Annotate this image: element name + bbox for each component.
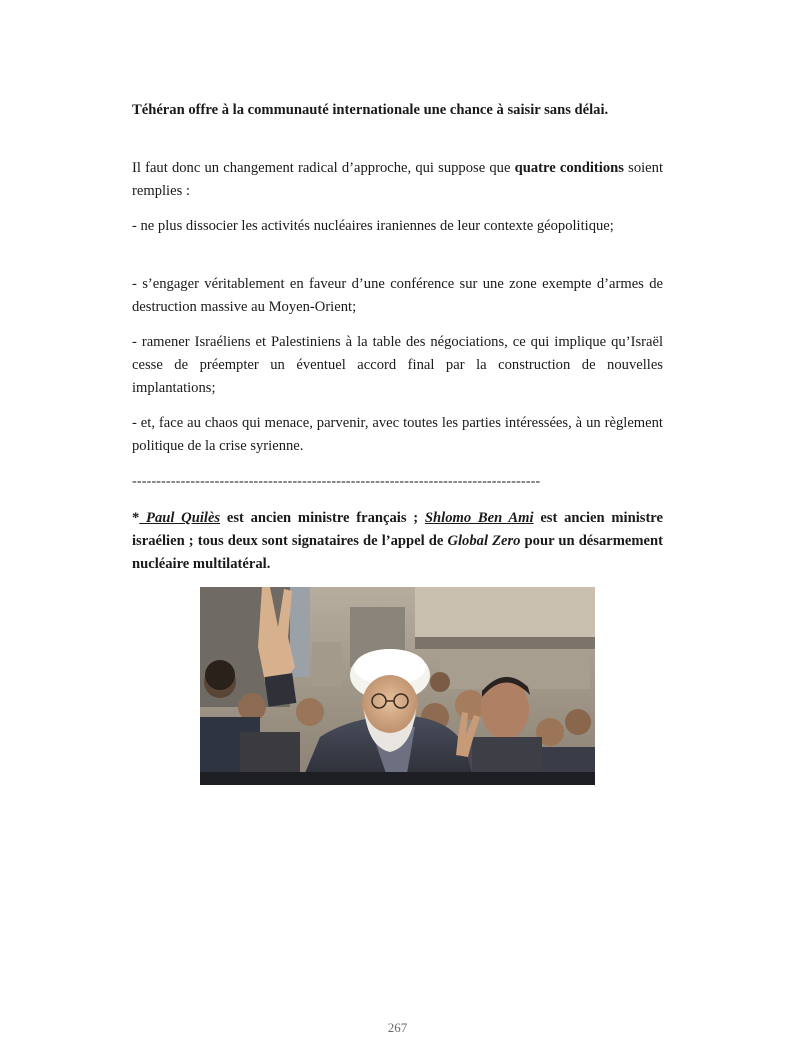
footnote-text-3: pour un désarmement nucléaire multilatéral. [132, 533, 663, 572]
author-name-2: Shlomo Ben Ami [424, 510, 534, 526]
list-item-condition-4 [132, 412, 663, 458]
author-name-1: Paul Quilès [139, 510, 221, 526]
conditions-text-after: soient remplies : [132, 160, 663, 199]
footnote-text-2: est ancien ministre israélien ; tous deux sont signataires de l’appel de [132, 510, 663, 549]
condition-1-text: - ne plus dissocier les activités nucléaires iraniennes de leur contexte géopolitique; [132, 218, 614, 234]
conditions-bold: quatre conditions [514, 160, 624, 176]
list-item-condition-2 [132, 273, 663, 319]
paragraph-intro [132, 99, 663, 122]
footnote-asterisk: * [132, 510, 140, 526]
conditions-text-before: Il faut donc un changement radical d’approche, qui suppose que [132, 160, 515, 176]
separator-line: ------------------------------------------------------------------------------------ [132, 474, 541, 489]
condition-3-text: - ramener Israéliens et Palestiniens à la table des négociations, ce qui implique qu’Israël cesse de préempter un éventuel accord final par la construction de nouvelles implantations; [132, 334, 663, 396]
organization-name: Global Zero [447, 533, 521, 549]
condition-4-text: - et, face au chaos qui menace, parvenir, avec toutes les parties intéressées, à un règlement politique de la crise syrienne. [132, 415, 663, 454]
condition-2-text: - s’engager véritablement en faveur d’une conférence sur une zone exempte d’armes de destruction massive au Moyen-Orient; [132, 276, 663, 315]
list-item-condition-3 [132, 331, 663, 400]
paragraph-conditions [132, 157, 663, 203]
intro-text: Téhéran offre à la communauté internationale une chance à saisir sans délai. [132, 102, 609, 118]
footnote-paragraph [132, 507, 663, 576]
list-item-condition-1 [132, 215, 663, 238]
crowd-photo-illustration [200, 587, 595, 785]
page-number: 267 [387, 1020, 408, 1035]
news-photo [200, 587, 595, 785]
footnote-text-1: est ancien ministre français ; [220, 510, 425, 526]
